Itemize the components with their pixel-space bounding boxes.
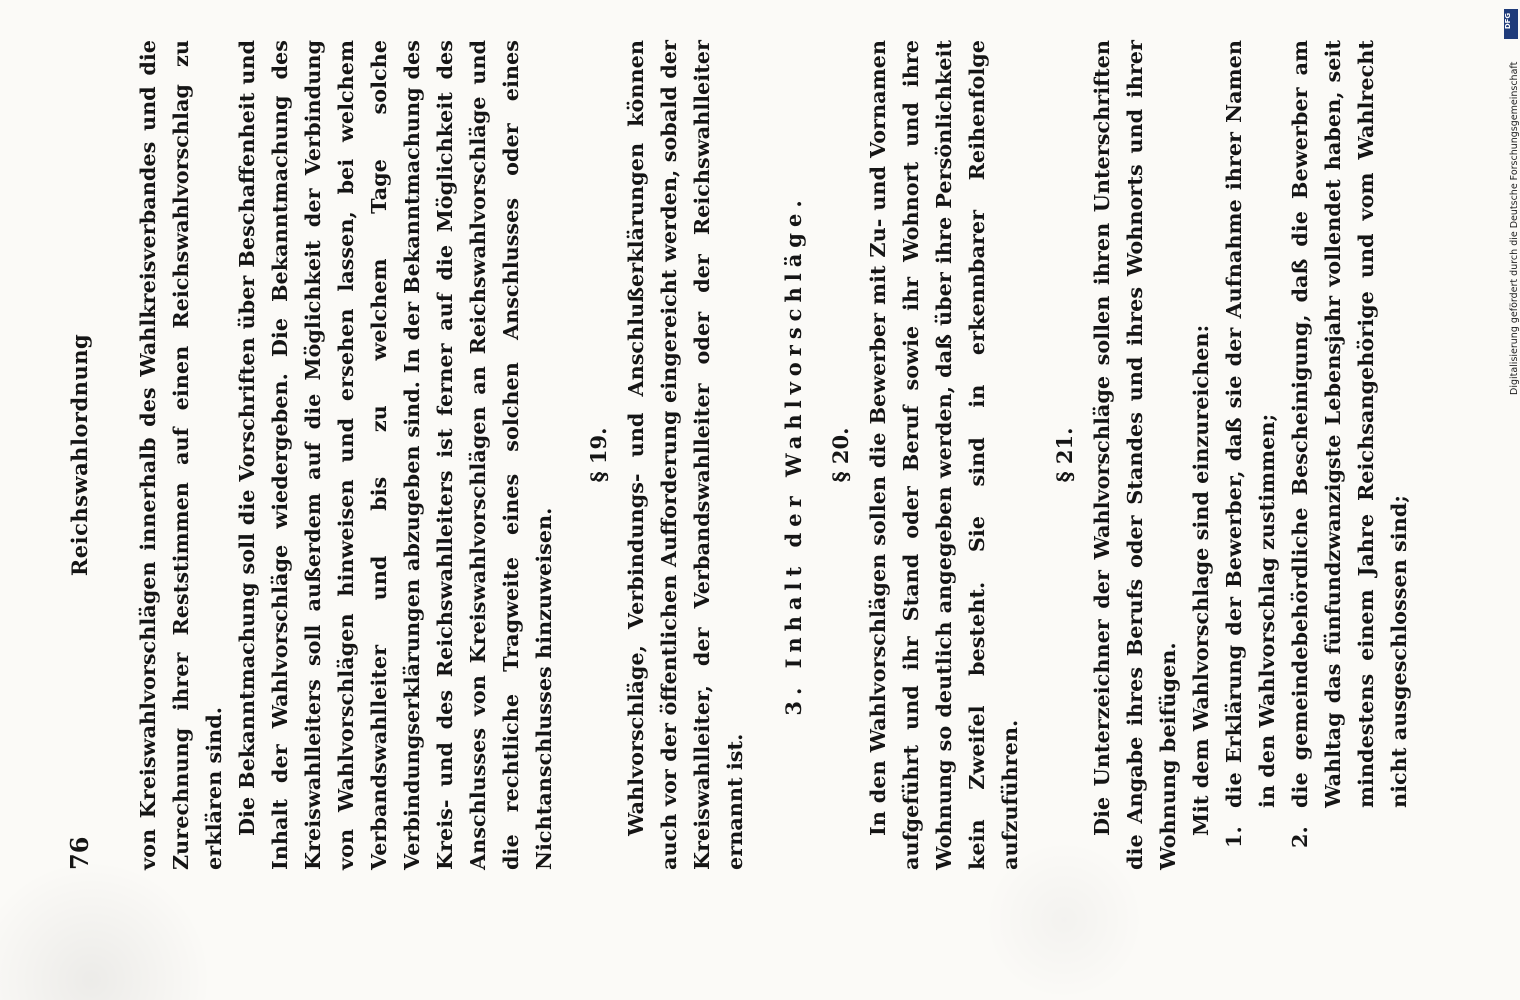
list-item: [1217, 40, 1283, 870]
book-page: [45, 0, 1485, 1000]
spacer: [1026, 40, 1042, 870]
page-body: [131, 40, 1415, 870]
list-item-text: die gemeindebehördliche Bescheinigung, daß die Bewerber am Wahltag das fünfundzwanzigste Lebensjahr vollendet haben, seit mindestens einem Jahre Reichsangehörige und vom Wahlrecht nicht ausgeschlossen sind;: [1287, 40, 1411, 808]
paragraph-5: Die Unterzeichner der Wahlvorschläge sollen ihren Unterschriften die Angabe ihres Berufs oder Standes und ihres Wohnorts und ihrer Wohnung beifügen.: [1089, 40, 1180, 870]
list-item-number: 1.: [1221, 826, 1246, 848]
paragraph-6: Mit dem Wahlvorschlage sind einzureichen:: [1188, 324, 1213, 836]
spacer: [560, 40, 576, 870]
chapter-heading: 3. Inhalt der Wahlvorschläge.: [781, 194, 806, 716]
paragraph-4: In den Wahlvorschlägen sollen die Bewerber mit Zu- und Vornamen aufgeführt und ihr Stand oder Beruf sowie ihr Wohnort und ihre Wohnung so deutlich angegeben werden, daß über ihre Persönlichkeit kein Zweifel besteht. Sie sind in erkennbarer Reihenfolge aufzuführen.: [865, 40, 1022, 870]
page-header: [65, 40, 105, 870]
paragraph-1: von Kreiswahlvorschlägen innerhalb des Wahlkreisverbandes und die Zurechnung ihrer Reststimmen auf einen Reichswahlvorschlag zu erklären sind.: [135, 40, 226, 870]
digitization-credit: [1495, 5, 1520, 995]
paragraph-3: Wahlvorschläge, Verbindungs- und Anschlußerklärungen können auch vor der öffentlichen Aufforderung eingereicht werden, sobald der Kreiswahlleiter, der Verbandswahlleiter oder der Reichswahlleiter ernannt ist.: [623, 40, 747, 870]
paragraph-2: Die Bekanntmachung soll die Vorschriften über Beschaffenheit und Inhalt der Wahlvorschläge wiedergeben. Die Bekanntmachung des Kreiswahlleiters soll außerdem auf die Möglichkeit der Verbindung von Wahlvorschlägen hinweisen und ersehen lassen, bei welchem Verbandswahlleiter und bis zu welchem Tage solche Verbindungserklärungen abzugeben sind. In der Bekanntmachung des Kreis- und des Reichswahlleiters ist ferner auf die Möglichkeit des Anschlusses von Kreiswahlvorschlägen an Reichswahlvorschläge und die rechtliche Tragweite eines solchen Anschlusses oder eines Nichtanschlusses hinzuweisen.: [234, 40, 556, 870]
spacer: [751, 40, 767, 870]
list-item: [1283, 40, 1415, 870]
section-heading-20: § 20.: [828, 427, 853, 483]
section-heading-21: § 21.: [1052, 427, 1077, 483]
section-heading-19: § 19.: [586, 427, 611, 483]
running-head: Reichswahlordnung: [67, 333, 92, 577]
list-item-number: 2.: [1287, 826, 1312, 848]
list-item-text: die Erklärung der Bewerber, daß sie der Aufnahme ihrer Namen in den Wahlvorschlag zustimmen;: [1221, 40, 1279, 808]
page-number: 76: [65, 836, 94, 870]
dfg-logo: DFG: [1504, 9, 1518, 39]
credit-text: Digitalisierung gefördert durch die Deutsche Forschungsgemeinschaft: [1509, 61, 1520, 395]
